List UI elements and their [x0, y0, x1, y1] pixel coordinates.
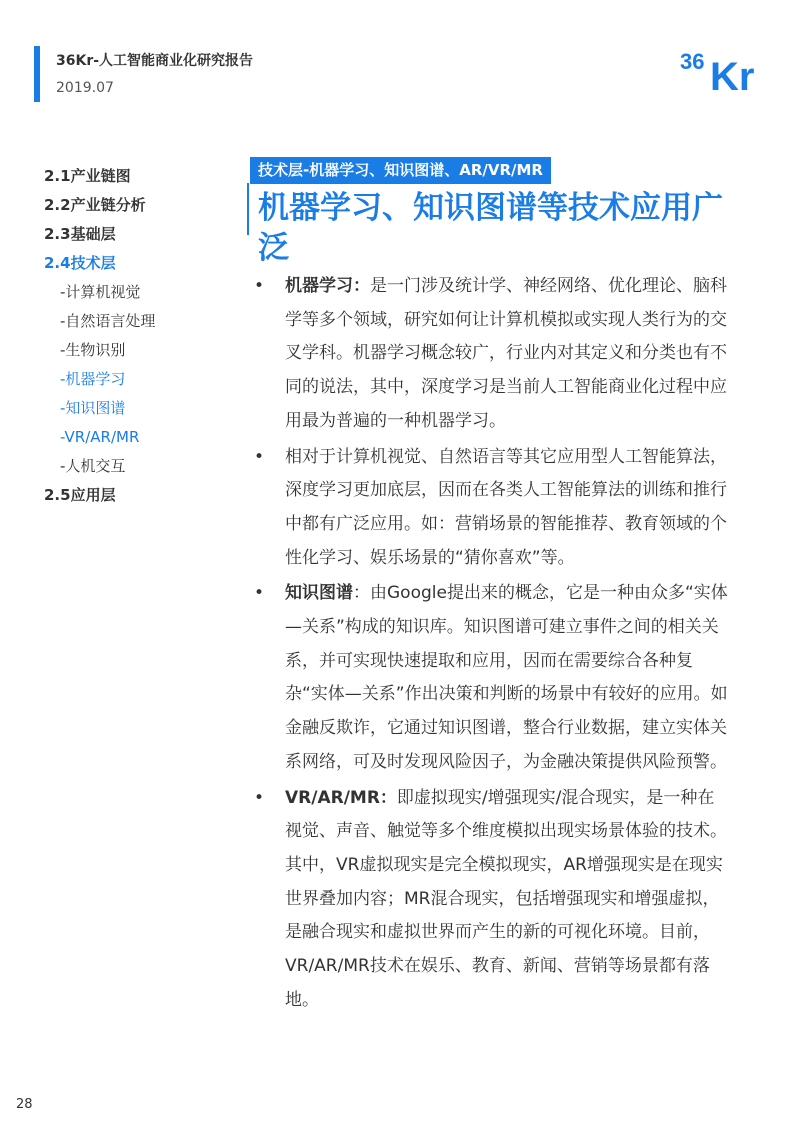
- toc-sub-machine-learning[interactable]: -机器学习: [60, 370, 126, 388]
- bullet-term: 知识图谱: [285, 583, 353, 604]
- toc-sub-nlp[interactable]: -自然语言处理: [60, 312, 156, 330]
- table-of-contents: [44, 162, 234, 510]
- svg-text:Kr: Kr: [710, 55, 755, 99]
- toc-sub-vr-ar-mr[interactable]: -VR/AR/MR: [60, 428, 140, 446]
- toc-sub-computer-vision[interactable]: -计算机视觉: [60, 283, 141, 301]
- bullet-machine-learning: [252, 270, 730, 439]
- toc-item-2-3[interactable]: 2.3基础层: [44, 225, 116, 243]
- toc-sub-hci[interactable]: -人机交互: [60, 457, 126, 475]
- page-headline: 机器学习、知识图谱等技术应用广泛: [258, 190, 723, 266]
- bullet-vr-ar-mr: [252, 782, 730, 1018]
- section-tag: 技术层-机器学习、知识图谱、AR/VR/MR: [250, 157, 551, 184]
- bullet-dot-icon: •: [254, 276, 265, 296]
- toc-item-2-2[interactable]: 2.2产业链分析: [44, 196, 146, 214]
- page-number: 28: [16, 1097, 33, 1112]
- bullet-text: 是一门涉及统计学、神经网络、优化理论、脑科学等多个领域，研究如何让计算机模拟或实现人类行为的交叉学科。机器学习概念较广，行业内对其定义和分类也有不同的说法，其中，深度学习是当前人工智能商业化过程中应用最为普遍的一种机器学习。: [285, 276, 727, 431]
- header-accent-bar: [34, 46, 40, 102]
- toc-sub-knowledge-graph[interactable]: -知识图谱: [60, 399, 126, 417]
- toc-item-2-5[interactable]: 2.5应用层: [44, 486, 116, 504]
- bullet-text: ：由Google提出来的概念，它是一种由众多“实体—关系”构成的知识库。知识图谱可建立事件之间的相关关系，并可实现快速提取和应用，因而在需要综合各种复杂“实体—关系”作出决策和判断的场景中有较好的应用。如金融反欺诈，它通过知识图谱，整合行业数据，建立实体关系网络，可及时发现风险因子，为金融决策提供风险预警。: [285, 583, 728, 772]
- report-date: 2019.07: [56, 80, 114, 96]
- bullet-list: [252, 270, 730, 1019]
- bullet-text: 即虚拟现实/增强现实/混合现实，是一种在视觉、声音、触觉等多个维度模拟出现实场景体验的技术。其中，VR虚拟现实是完全模拟现实，AR增强现实是在现实世界叠加内容；MR混合现实，包括增强现实和增强虚拟，是融合现实和虚拟世界而产生的新的可视化环境。目前，VR/AR/MR技术在娱乐、教育、新闻、营销等场景都有落地。: [285, 787, 727, 1010]
- svg-text:36: 36: [680, 49, 705, 74]
- bullet-dot-icon: •: [254, 583, 265, 604]
- bullet-dot-icon: •: [254, 787, 265, 808]
- headline-accent-bar: [247, 183, 249, 235]
- toc-sub-biometrics[interactable]: -生物识别: [60, 341, 126, 359]
- bullet-deep-learning: [252, 441, 730, 576]
- bullet-term: VR/AR/MR：: [285, 787, 397, 808]
- 36kr-logo: [676, 40, 776, 100]
- bullet-knowledge-graph: [252, 577, 730, 779]
- bullet-term: 机器学习：: [285, 276, 370, 296]
- report-title: 36Kr-人工智能商业化研究报告: [56, 53, 254, 69]
- bullet-text: 相对于计算机视觉、自然语言等其它应用型人工智能算法，深度学习更加底层，因而在各类人工智能算法的训练和推行中都有广泛应用。如：营销场景的智能推荐、教育领域的个性化学习、娱乐场景的“猜你喜欢”等。: [285, 446, 727, 568]
- toc-item-2-4[interactable]: 2.4技术层: [44, 254, 116, 272]
- bullet-dot-icon: •: [254, 446, 265, 467]
- toc-item-2-1[interactable]: 2.1产业链图: [44, 167, 131, 185]
